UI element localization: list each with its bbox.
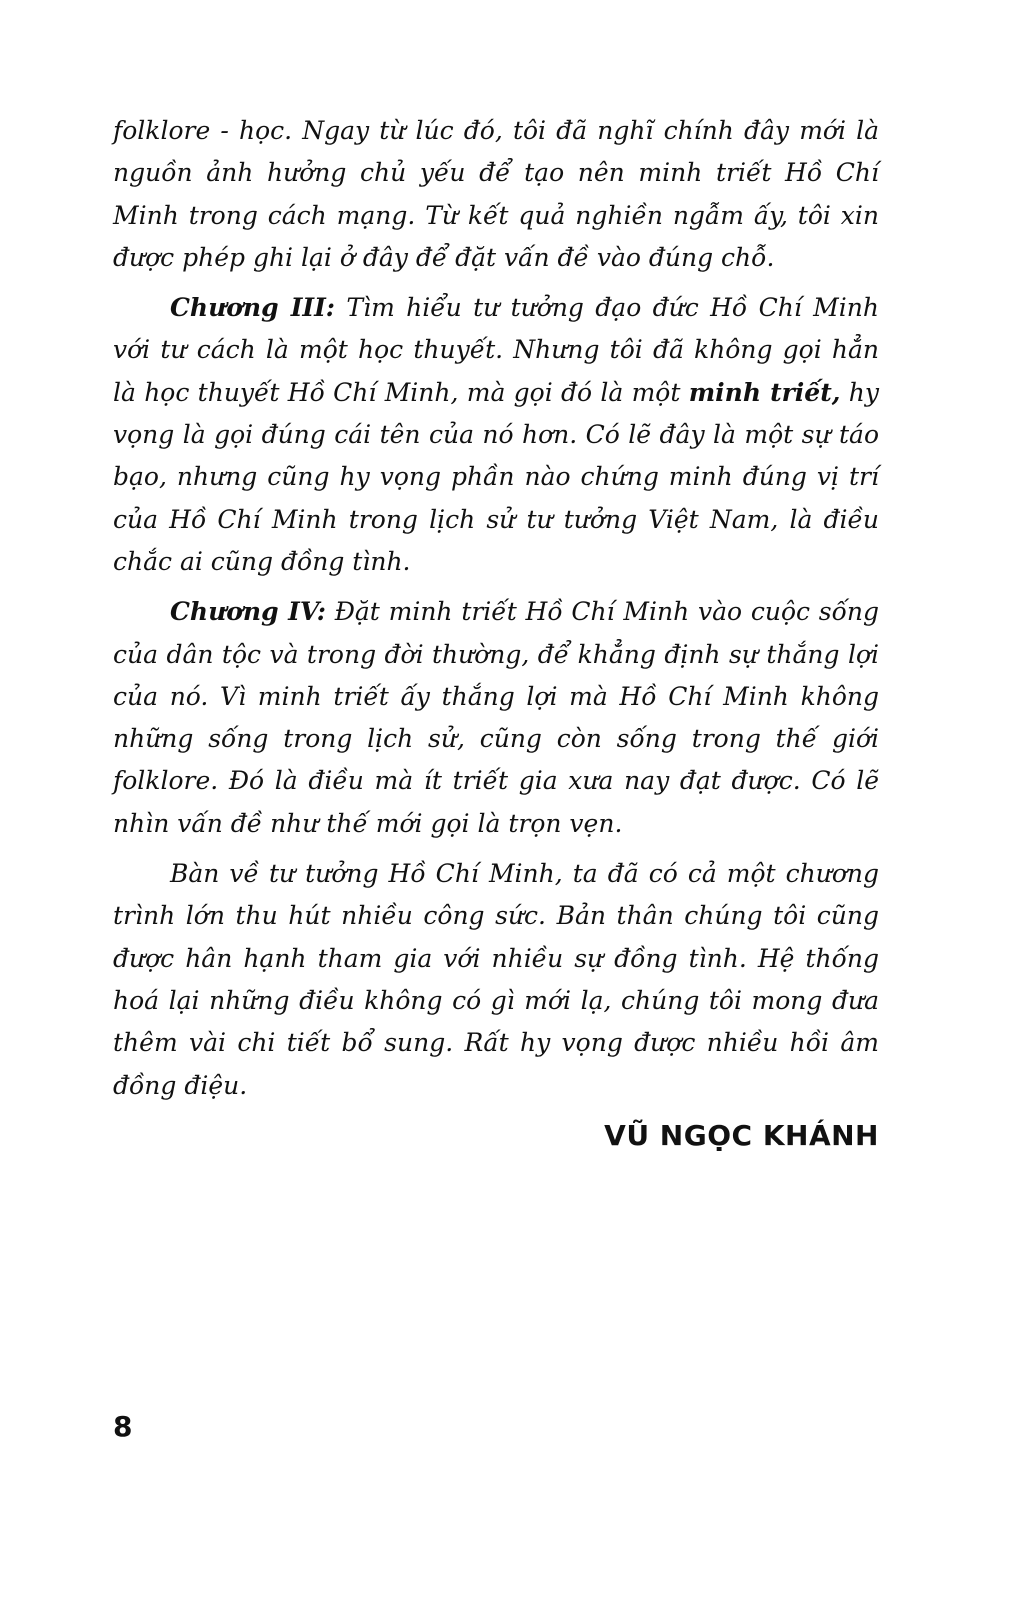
author-signature: VŨ NGỌC KHÁNH xyxy=(604,1119,879,1152)
chapter-3-label: Chương III: xyxy=(170,293,336,323)
chapter-3-emphasis: minh triết, xyxy=(688,377,841,407)
chapter-3-text-after: hy vọng là gọi đúng cái tên của nó hơn. Có lẽ đây là một sự táo bạo, nhưng cũng hy vọng phần nào chứng minh đúng vị trí của Hồ Chí Minh trong lịch sử tư tưởng Việt Nam, là điều chắc ai cũng đồng tình. xyxy=(113,377,879,576)
body-text xyxy=(113,110,879,1115)
page-number: 8 xyxy=(113,1410,133,1443)
paragraph-chapter-4 xyxy=(113,591,879,845)
paragraph-chapter-3 xyxy=(113,287,879,583)
chapter-4-label: Chương IV: xyxy=(170,597,326,627)
paragraph-4: Bàn về tư tưởng Hồ Chí Minh, ta đã có cả một chương trình lớn thu hút nhiều công sức. Bản thân chúng tôi cũng được hân hạnh tham gia với nhiều sự đồng tình. Hệ thống hoá lại những điều không có gì mới lạ, chúng tôi mong đưa thêm vài chi tiết bổ sung. Rất hy vọng được nhiều hồi âm đồng điệu. xyxy=(113,859,879,1100)
chapter-4-text: Đặt minh triết Hồ Chí Minh vào cuộc sống của dân tộc và trong đời thường, để khẳng định sự thắng lợi của nó. Vì minh triết ấy thắng lợi mà Hồ Chí Minh không những sống trong lịch sử, cũng còn sống trong thế giới folklore. Đó là điều mà ít triết gia xưa nay đạt được. Có lẽ nhìn vấn đề như thế mới gọi là trọn vẹn. xyxy=(113,597,880,838)
chapter-3-text-before: Tìm hiểu tư tưởng đạo đức Hồ Chí Minh với tư cách là một học thuyết. Nhưng tôi đã không gọi hẳn là học thuyết Hồ Chí Minh, mà gọi đó là một xyxy=(113,293,879,407)
paragraph-1: folklore - học. Ngay từ lúc đó, tôi đã nghĩ chính đây mới là nguồn ảnh hưởng chủ yếu để tạo nên minh triết Hồ Chí Minh trong cách mạng. Từ kết quả nghiền ngẫm ấy, tôi xin được phép ghi lại ở đây để đặt vấn đề vào đúng chỗ. xyxy=(113,116,879,272)
